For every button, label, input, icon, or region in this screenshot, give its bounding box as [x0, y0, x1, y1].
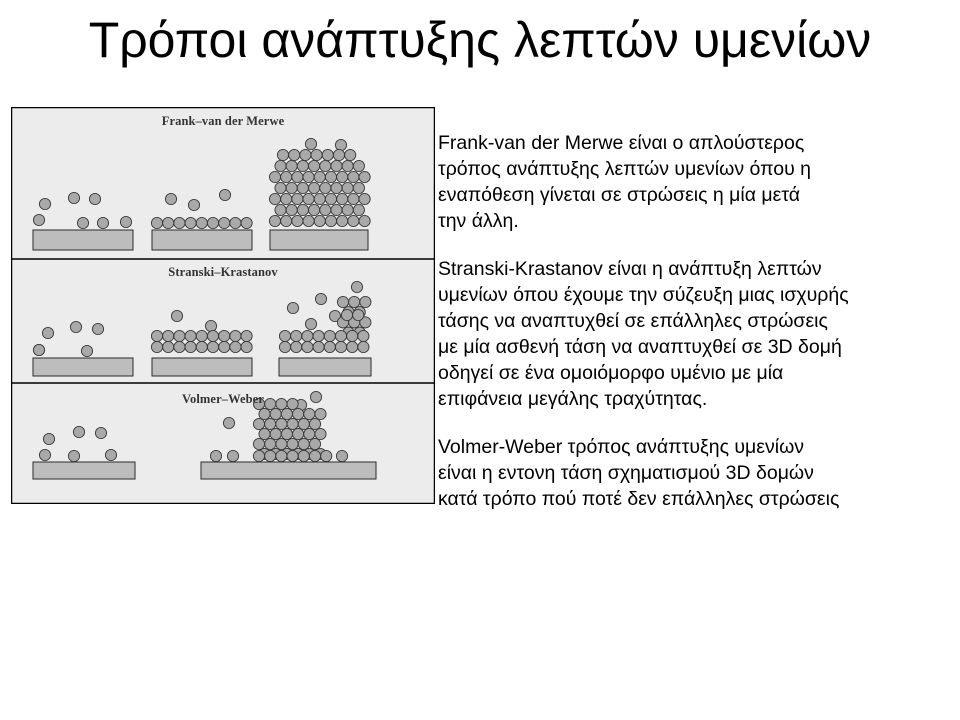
atom	[303, 215, 314, 226]
atom	[336, 450, 347, 461]
atom	[219, 217, 230, 228]
atom	[321, 450, 332, 461]
atom	[342, 160, 353, 171]
atom	[196, 217, 207, 228]
atom	[33, 214, 44, 225]
description-text	[438, 130, 958, 534]
atom	[293, 408, 304, 419]
atom	[347, 330, 358, 341]
atom	[342, 204, 353, 215]
atom	[335, 341, 346, 352]
atom	[298, 450, 309, 461]
atom	[351, 281, 362, 292]
atom	[163, 330, 174, 341]
atom	[253, 438, 264, 449]
atom	[287, 438, 298, 449]
atom	[207, 217, 218, 228]
atom	[298, 438, 309, 449]
atom	[42, 327, 53, 338]
atom	[325, 215, 336, 226]
atom	[73, 426, 84, 437]
atom	[320, 182, 331, 193]
atom	[297, 160, 308, 171]
atom	[353, 309, 364, 320]
atom	[219, 330, 230, 341]
atom	[305, 318, 316, 329]
paragraph-volmer-weber: Volmer-Weber τρόπος ανάπτυξης υμενίων είναι η εντονη τάση σχηματισμού 3D δομών κατά τρόπο πού ποτέ δεν επάλληλες στρώσεις	[438, 436, 840, 510]
atom	[276, 438, 287, 449]
atom	[89, 193, 100, 204]
substrate	[279, 358, 371, 376]
atom	[270, 428, 281, 439]
atom	[315, 428, 326, 439]
atom	[359, 215, 370, 226]
atom	[297, 204, 308, 215]
atom	[171, 310, 182, 321]
atom	[337, 171, 348, 182]
atom	[309, 450, 320, 461]
atom	[359, 171, 370, 182]
atom	[43, 433, 54, 444]
growth-modes-illustration	[11, 107, 435, 504]
atom	[353, 204, 364, 215]
label-volmer-weber: Volmer–Weber	[182, 392, 264, 406]
atom	[174, 330, 185, 341]
atom	[275, 204, 286, 215]
atom	[292, 215, 303, 226]
substrate	[201, 462, 376, 479]
atom	[105, 449, 116, 460]
atom	[345, 149, 356, 160]
atom	[347, 341, 358, 352]
atom	[219, 189, 230, 200]
atom	[269, 193, 280, 204]
paragraph-stranski-krastanov: Stranski-Krastanov είναι η ανάπτυξη λεπτών υμενίων όπου έχουμε την σύζευξη μιας ισχυρής τάσης να αναπτυχθεί σε επάλληλες στρώσεις με μία ασθενή τάση να αναπτυχθεί σε 3D δομή οδηγεί σε ένα ομοιόμορφο υμένιο με μία επιφάνεια μεγάλης τραχύτητας.	[438, 258, 849, 410]
atom	[68, 450, 79, 461]
atom	[241, 330, 252, 341]
atom	[324, 341, 335, 352]
substrate	[33, 462, 135, 479]
atom	[348, 171, 359, 182]
atom	[315, 408, 326, 419]
atom	[277, 149, 288, 160]
atom	[303, 171, 314, 182]
atom	[331, 182, 342, 193]
atom	[353, 160, 364, 171]
atom	[358, 341, 369, 352]
atom	[292, 193, 303, 204]
diagram-frame	[12, 108, 435, 504]
atom	[241, 217, 252, 228]
atom	[314, 193, 325, 204]
atom	[241, 341, 252, 352]
label-frank-van-der-merwe: Frank–van der Merwe	[161, 114, 285, 128]
atom	[253, 450, 264, 461]
atom	[281, 408, 292, 419]
atom	[302, 341, 313, 352]
atom	[309, 438, 320, 449]
atom	[151, 217, 162, 228]
atom	[291, 341, 302, 352]
atom	[286, 182, 297, 193]
atom	[70, 321, 81, 332]
growth-modes-diagram	[11, 107, 435, 504]
atom	[151, 341, 162, 352]
atom	[253, 418, 264, 429]
atom	[174, 217, 185, 228]
atom	[335, 330, 346, 341]
atom	[309, 160, 320, 171]
substrate	[270, 230, 368, 250]
atom	[188, 199, 199, 210]
atom	[68, 192, 79, 203]
atom	[77, 217, 88, 228]
atom	[279, 330, 290, 341]
atom	[300, 149, 311, 160]
atom	[92, 323, 103, 334]
atom	[210, 450, 221, 461]
atom	[313, 330, 324, 341]
atom	[337, 193, 348, 204]
atom	[163, 341, 174, 352]
atom	[287, 450, 298, 461]
atom	[207, 330, 218, 341]
atom	[333, 149, 344, 160]
atom	[276, 450, 287, 461]
atom	[349, 296, 360, 307]
atom	[207, 341, 218, 352]
atom	[287, 302, 298, 313]
atom	[120, 216, 131, 227]
substrate	[33, 230, 133, 250]
atom	[270, 408, 281, 419]
atom	[279, 341, 290, 352]
atom	[297, 182, 308, 193]
atom	[174, 341, 185, 352]
atom	[185, 217, 196, 228]
atom	[341, 309, 352, 320]
atom	[227, 450, 238, 461]
atom	[292, 171, 303, 182]
atom	[337, 296, 348, 307]
atom	[205, 320, 216, 331]
atom	[311, 149, 322, 160]
atom	[281, 193, 292, 204]
atom	[39, 198, 50, 209]
atom	[309, 182, 320, 193]
atom	[325, 171, 336, 182]
atom	[151, 330, 162, 341]
atom	[281, 215, 292, 226]
label-stranski-krastanov: Stranski–Krastanov	[168, 265, 278, 279]
atom	[313, 341, 324, 352]
atom	[81, 345, 92, 356]
atom	[293, 428, 304, 439]
atom	[287, 418, 298, 429]
atom	[325, 193, 336, 204]
atom	[320, 204, 331, 215]
atom	[219, 341, 230, 352]
atom	[324, 330, 335, 341]
atom	[163, 217, 174, 228]
atom	[196, 341, 207, 352]
atom	[230, 330, 241, 341]
atom	[358, 330, 369, 341]
atom	[265, 438, 276, 449]
atom	[265, 418, 276, 429]
atom	[302, 330, 313, 341]
atom	[275, 160, 286, 171]
slide-title: Τρόποι ανάπτυξης λεπτών υμενίων	[88, 12, 872, 68]
atom	[304, 428, 315, 439]
substrate	[33, 358, 133, 376]
atom	[298, 418, 309, 429]
atom	[185, 330, 196, 341]
atom	[33, 344, 44, 355]
atom	[291, 330, 302, 341]
atom	[259, 428, 270, 439]
substrate	[152, 230, 252, 250]
atom	[165, 193, 176, 204]
atom	[315, 293, 326, 304]
atom	[337, 215, 348, 226]
atom	[95, 427, 106, 438]
atom	[289, 149, 300, 160]
atom	[276, 418, 287, 429]
atom	[269, 171, 280, 182]
atom	[335, 139, 346, 150]
atom	[286, 204, 297, 215]
atom	[305, 138, 316, 149]
paragraph-frank-van-der-merwe: Frank-van der Merwe είναι ο απλούστερος τρόπος ανάπτυξης λεπτών υμενίων όπου η εναπόθεση γίνεται σε στρώσεις η μία μετά την άλλη.	[438, 132, 812, 232]
atom	[348, 193, 359, 204]
atom	[230, 341, 241, 352]
atom	[196, 330, 207, 341]
atom	[269, 215, 280, 226]
atom	[265, 450, 276, 461]
atom	[314, 171, 325, 182]
atom	[322, 149, 333, 160]
atom	[314, 215, 325, 226]
atom	[320, 160, 331, 171]
atom	[331, 204, 342, 215]
atom	[348, 215, 359, 226]
atom	[281, 171, 292, 182]
atom	[309, 204, 320, 215]
atom	[331, 160, 342, 171]
atom	[360, 296, 371, 307]
atom	[304, 408, 315, 419]
atom	[309, 418, 320, 429]
atom	[286, 160, 297, 171]
atom	[39, 449, 50, 460]
atom	[359, 193, 370, 204]
atom	[281, 428, 292, 439]
atom	[353, 182, 364, 193]
atom	[259, 408, 270, 419]
atom	[275, 182, 286, 193]
atom	[303, 193, 314, 204]
atom	[230, 217, 241, 228]
atom	[342, 182, 353, 193]
substrate	[152, 358, 252, 376]
atom	[223, 417, 234, 428]
atom	[185, 341, 196, 352]
atom	[97, 217, 108, 228]
